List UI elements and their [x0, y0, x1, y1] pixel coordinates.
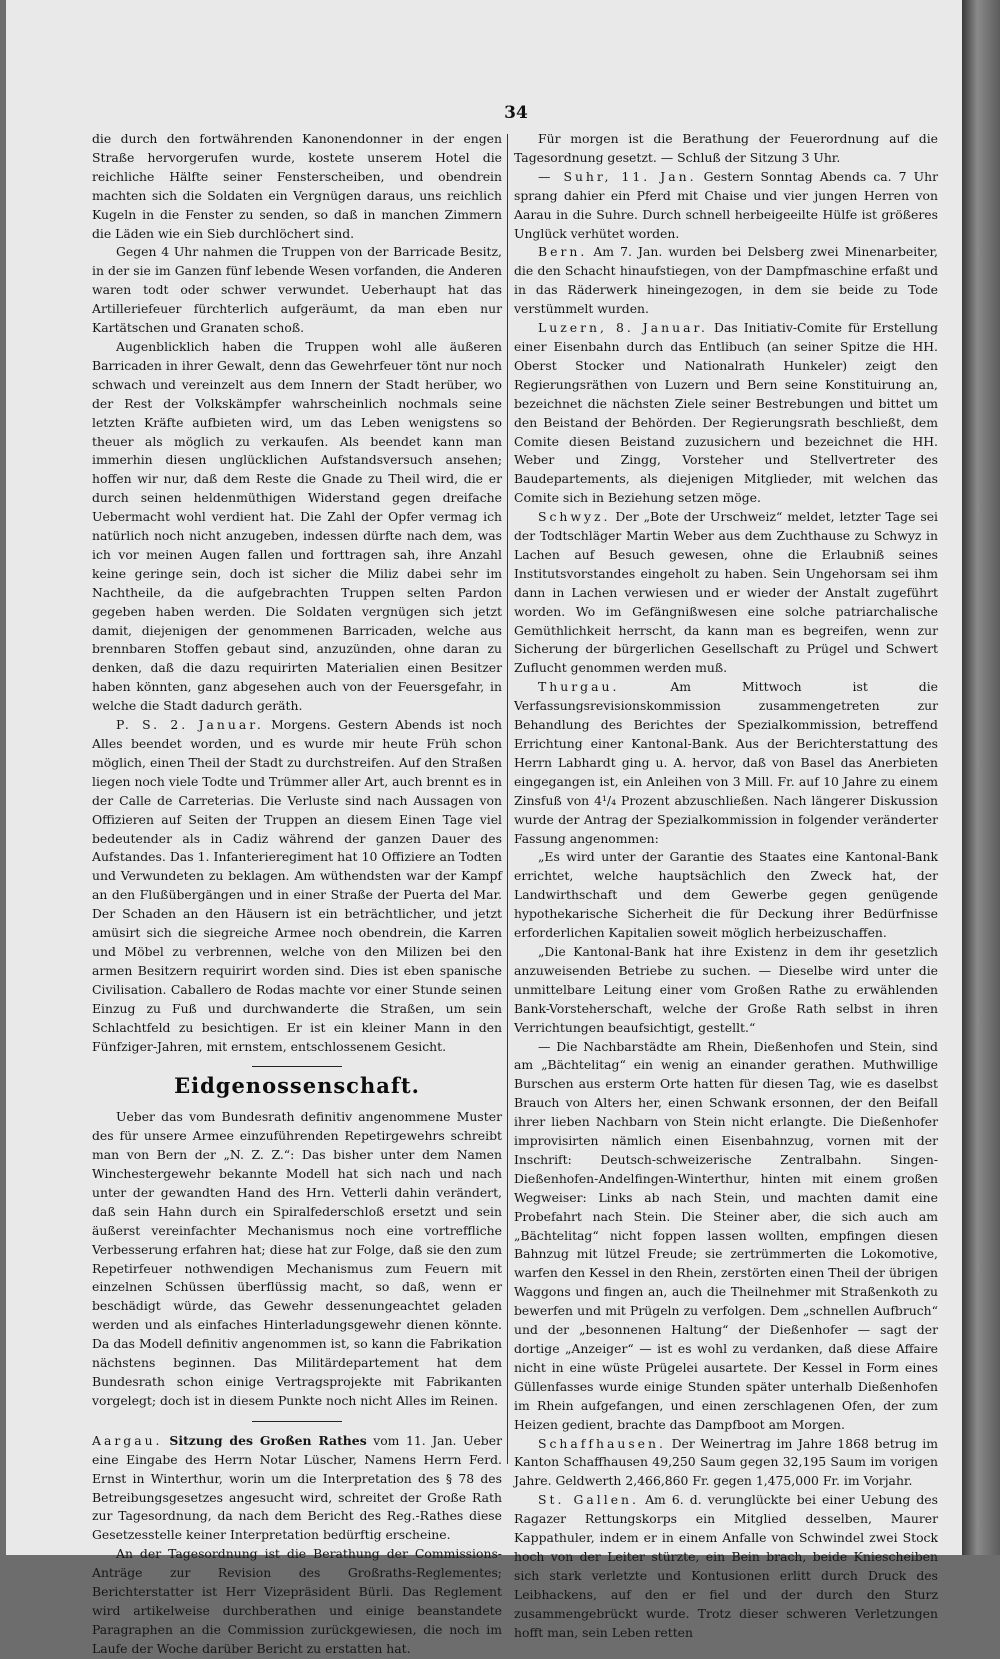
subheading: Sitzung des Großen Rathes: [162, 1432, 367, 1448]
dateline: Aargau.: [92, 1432, 163, 1448]
paragraph: Aargau. Sitzung des Großen Rathes vom 11. Jan. Ueber eine Eingabe des Herrn Notar Lüscher, Namens Herrn Ferd. Ernst in Winterthur, worin um die Interpretation des § 78 des Betreibungsgesetzes angesucht wird, schreitet der Große Rath zur Tagesordnung, da nach dem Bericht des Reg.-Rathes diese Gesetzesstelle keiner Interpretation bedürftig erscheine.: [92, 1432, 502, 1543]
paragraph: Gegen 4 Uhr nahmen die Truppen von der Barricade Besitz, in der sie im Ganzen fünf lebende Wesen vorfanden, die Anderen waren todt oder schwer verwundet. Ueberhaupt hat das Artilleriefeuer fürchterlich aufgeräumt, da man eben nur Kartätschen und Granaten schoß.: [92, 244, 502, 336]
section-rule: [252, 1066, 342, 1067]
paragraph: Thurgau. Am Mittwoch ist die Verfassungsrevisionskommission zusammengetreten zur Behandlung des Berichtes der Spezialkommission, betreffend Errichtung einer Kantonal-Bank. Aus der Berichterstattung des Herrn Labhardt ging u. A. hervor, daß von Basel das Anerbieten eingegangen ist, ein Anleihen von 3 Mill. Fr. auf 10 Jahre zu einem Zinsfuß von 4¹/₄ Prozent abzuschließen. Nach längerer Diskussion wurde der Antrag der Spezialkommission in folgender veränderter Fassung angenommen:: [514, 679, 938, 846]
paragraph: Für morgen ist die Berathung der Feuerordnung auf die Tagesordnung gesetzt. — Schluß der Sitzung 3 Uhr.: [514, 131, 938, 165]
paragraph: Luzern, 8. Januar. Das Initiativ-Comite für Erstellung einer Eisenbahn durch das Entlibuch (an seiner Spitze die HH. Oberst Stocker und Nationalrath Hunkeler) zeigt den Regierungsräthen von Luzern und Bern seine Konstituirung an, bezeichnet die nächsten Ziele seiner Bestrebungen und bittet um den Beistand der Behörden. Der Regierungsrath beschließt, dem Comite diesen Beistand zuzusichern und bezeichnet die HH. Weber und Zingg, Vorsteher und Stellvertreter des Baudepartements, als diejenigen Mitglieder, mit welchen das Comite sich in Beziehung setzen möge.: [514, 320, 939, 506]
dateline: Luzern, 8. Januar.: [538, 320, 708, 336]
paragraph: Bern. Am 7. Jan. wurden bei Delsberg zwei Minenarbeiter, die den Schacht hinaufstiegen, von der Dampfmaschine erfaßt und in das Räderwerk hineingezogen, in dem sie beide zu Tode verstümmelt wurden.: [514, 244, 938, 317]
paragraph: die durch den fortwährenden Kanonendonner in der engen Straße hervorgerufen wurde, kostete unserem Hotel die reichliche Hälfte seiner Fensterscheiben, und obendrein machten sich die Soldaten ein Vergnügen daraus, uns reichlich Kugeln in die Fenster zu senden, so daß in manchen Zimmern die Läden wie ein Sieb durchlöchert sind.: [92, 131, 502, 241]
column-divider: [507, 134, 508, 1464]
dateline: Thurgau.: [538, 679, 620, 695]
section-heading: Eidgenossenschaft.: [174, 1073, 420, 1099]
page-number: 34: [504, 103, 528, 123]
dateline: P. S. 2. Januar.: [116, 717, 264, 733]
dateline: Schwyz.: [538, 509, 611, 525]
section-rule: [252, 1421, 342, 1422]
scan-border: [962, 0, 1000, 1555]
paragraph: Schaffhausen. Der Weinertrag im Jahre 1868 betrug im Kanton Schaffhausen 49,250 Saum gegen 32,195 Saum im vorigen Jahre. Geldwerth 2,466,860 Fr. gegen 1,475,000 Fr. im Vorjahr.: [514, 1435, 938, 1489]
left-column: [92, 130, 503, 1656]
paragraph: „Es wird unter der Garantie des Staates eine Kantonal-Bank errichtet, welche hauptsächlich den Zweck hat, der Landwirthschaft und dem Gewerbe gegen genügende hypothekarische Sicherheit die für Deckung ihrer Bedürfnisse erforderlichen Kapitalien soweit möglich herbeizuschaffen.: [514, 849, 938, 941]
dateline: Bern.: [538, 244, 588, 260]
dateline: St. Gallen.: [538, 1492, 639, 1508]
paragraph: — Suhr, 11. Jan. Gestern Sonntag Abends ca. 7 Uhr sprang dahier ein Pferd mit Chaise und vier jungen Herren von Aarau in die Suhre. Durch schnell herbeigeeilte Hülfe ist größeres Unglück verhütet worden.: [514, 168, 938, 241]
paragraph: P. S. 2. Januar. Morgens. Gestern Abends ist noch Alles beendet worden, und es wurde mir heute Früh schon möglich, einen Theil der Stadt zu durchstreifen. Auf den Straßen liegen noch viele Todte und Trümmer aller Art, auch brennt es in der Calle de Carreterias. Die Verluste sind nach Aussagen von Offizieren auf Seiten der Truppen an diesem Einen Tage viel bedeutender als in Cadiz während der ganzen Dauer des Aufstandes. Das 1. Infanterieregiment hat 10 Offiziere an Todten und Verwundeten zu beklagen. Am wüthendsten war der Kampf an den Flußübergängen und in einer Straße der Puerta del Mar. Der Schaden an den Häusern ist ein beträchtlicher, und jetzt amüsirt sich die siegreiche Armee noch obendrein, die Karren und Möbel zu verbrennen, welche von den Milizen bei den armen Besitzern requirirt worden sind. Dies ist eben spanische Civilisation. Caballero de Rodas machte vor einer Stunde seinen Einzug zu Fuß und durchwanderte die Straßen, um sein Schlachtfeld zu besichtigen. Er ist ein kleiner Mann in den Fünfziger-Jahren, mit ernstem, entschlossenem Gesicht.: [92, 717, 503, 1054]
paragraph: „Die Kantonal-Bank hat ihre Existenz in dem ihr gesetzlich anzuweisenden Betriebe zu suchen. — Dieselbe wird unter die unmittelbare Leitung einer vom Großen Rathe zu erwählenden Bank-Vorsteherschaft, welche der Große Rath selbst in ihren Verrichtungen beaufsichtigt, gestellt.“: [514, 943, 938, 1035]
paragraph: Augenblicklich haben die Truppen wohl alle äußeren Barricaden in ihrer Gewalt, denn das Gewehrfeuer tönt nur noch schwach und vereinzelt aus dem Innern der Stadt herüber, wo der Rest der Volkskämpfer wahrscheinlich nochmals seine letzten Kräfte aufbieten wird, um das Leben wenigstens so theuer als möglich zu verkaufen. Als beendet kann man immerhin diesen unglücklichen Aufstandsversuch ansehen; hoffen wir nur, daß dem Reste die Gnade zu Theil wird, die er durch seinen heldenmüthigen Widerstand gegen dreifache Uebermacht wohl verdient hat. Die Zahl der Opfer vermag ich natürlich noch nicht anzugeben, indessen dürfte nach dem, was ich vor meinen Augen fallen und forttragen sah, ihre Anzahl keine geringe sein, doch ist sicher die Miliz dabei sehr im Nachtheile, da die aufgebrachten Truppen selten Pardon gegeben haben werden. Die Soldaten vergnügen sich jetzt damit, diejenigen der genommenen Barricaden, welche aus brennbaren Stoffen gebaut sind, anzuzünden, ohne daran zu denken, daß die dazu requirirten Materialien einen Besitzer haben könnten, ganz abgesehen auch von der Feuersgefahr, in welche die Stadt dadurch geräth.: [92, 338, 502, 714]
dateline: — Suhr, 11. Jan.: [538, 168, 697, 184]
paragraph: Ueber das vom Bundesrath definitiv angenommene Muster des für unsere Armee einzuführenden Repetirgewehrs schreibt man von Bern der „N. Z. Z.“: Das bisher unter dem Namen Winchestergewehr bekannte Modell hat sich nach und nach unter der gewandten Hand des Hrn. Vetterli dahin verändert, daß sein Hahn durch ein Spiralfederschloß ersetzt und sein äußerst vereinfachter Mechanismus noch eine vortreffliche Verbesserung erfahren hat; diese hat zur Folge, daß sie den zum Repetirfeuer nothwendigen Mechanismus zum Feuern mit einzelnen Schüssen überflüssig macht, so daß, wenn er beschädigt würde, das Gewehr dessenungeachtet geladen werden und als einfaches Hinterladungsgewehr dienen könnte. Da das Modell definitiv angenommen ist, so kann die Fabrikation nächstens beginnen. Das Militärdepartement hat dem Bundesrath schon einige Vertragsprojekte mit Fabrikanten vorgelegt; doch ist in diesem Punkte noch nicht Alles im Reinen.: [92, 1109, 502, 1408]
paragraph: St. Gallen. Am 6. d. verunglückte bei einer Uebung des Ragazer Rettungskorps ein Mitglied desselben, Maurer Kappathuler, indem er in einem Anfalle von Schwindel zwei Stock hoch von der Leiter stürzte, ein Bein brach, beide Kniescheiben sich stark verletzte und Kontusionen erlitt durch Druck des Leibhackens, auf den er fiel und der durch den Sturz zusammengebrückt wurde. Trotz dieser schweren Verletzungen hofft man, sein Leben retten: [514, 1492, 938, 1640]
dateline: Schaffhausen.: [538, 1435, 666, 1451]
right-column: [514, 130, 939, 1640]
paragraph: Schwyz. Der „Bote der Urschweiz“ meldet, letzter Tage sei der Todtschläger Martin Weber aus dem Zuchthause zu Schwyz in Lachen auf Besuch gewesen, ohne die Erlaubniß seines Institutsvorstandes eingeholt zu haben. Sein Ungehorsam sei ihm dann in Lachen verwiesen und er wieder der Anstalt zugeführt worden. Wo im Gefängnißwesen eine solche patriarchalische Gemüthlichkeit herrscht, da kann man es begreifen, wenn zur Sicherung der bürgerlichen Gesellschaft zu Prügel und Schwert Zuflucht genommen werden muß.: [514, 509, 938, 676]
paragraph: — Die Nachbarstädte am Rhein, Dießenhofen und Stein, sind am „Bächtelitag“ ein wenig an einander gerathen. Muthwillige Burschen aus ersterm Orte hatten für diesen Tag, wie es daselbst Brauch von Alters her, einen Schwank ersonnen, der den Beifall ihrer lieben Nachbarn von Stein nicht erlangte. Die Dießenhofer improvisirten nämlich einen Eisenbahnzug, vornen mit der Inschrift: Deutsch-schweizerische Zentralbahn. Singen-Dießenhofen-Andelfingen-Winterthur, hinten mit einem großen Wegweiser: Links ab nach Stein, und machten damit eine Probefahrt nach Stein. Die Steiner aber, die sich auch am „Bächtelitag“ nicht foppen lassen wollten, empfingen diesen Bahnzug mit lützel Freude; sie zertrümmerten die Lokomotive, warfen den Kessel in den Rhein, zerstörten einen Theil der übrigen Waggons und fingen an, auch die Theilnehmer mit Straßenkoth zu bewerfen und mit Prügeln zu verfolgen. Dem „schnellen Aufbruch“ und der „besonnenen Haltung“ der Dießenhofer — sagt der dortige „Anzeiger“ — ist es wohl zu verdanken, daß diese Affaire nicht in eine wüste Prügelei ausartete. Der Kessel in Form eines Güllenfasses wurde einige Stunden später unterhalb Dießenhofen im Rhein aufgefangen, und einen zerschlagenen Ofen, der zum Heizen gedient, brachte das Dampfboot am Morgen.: [514, 1038, 938, 1432]
paragraph: An der Tagesordnung ist die Berathung der Commissions-Anträge zur Revision des Großraths-Reglementes; Berichterstatter ist Herr Vizepräsident Bürli. Das Reglement wird artikelweise durchberathen und einige beanstandete Paragraphen an die Commission zurückgewiesen, die noch im Laufe der Woche darüber Bericht zu erstatten hat.: [92, 1546, 502, 1656]
